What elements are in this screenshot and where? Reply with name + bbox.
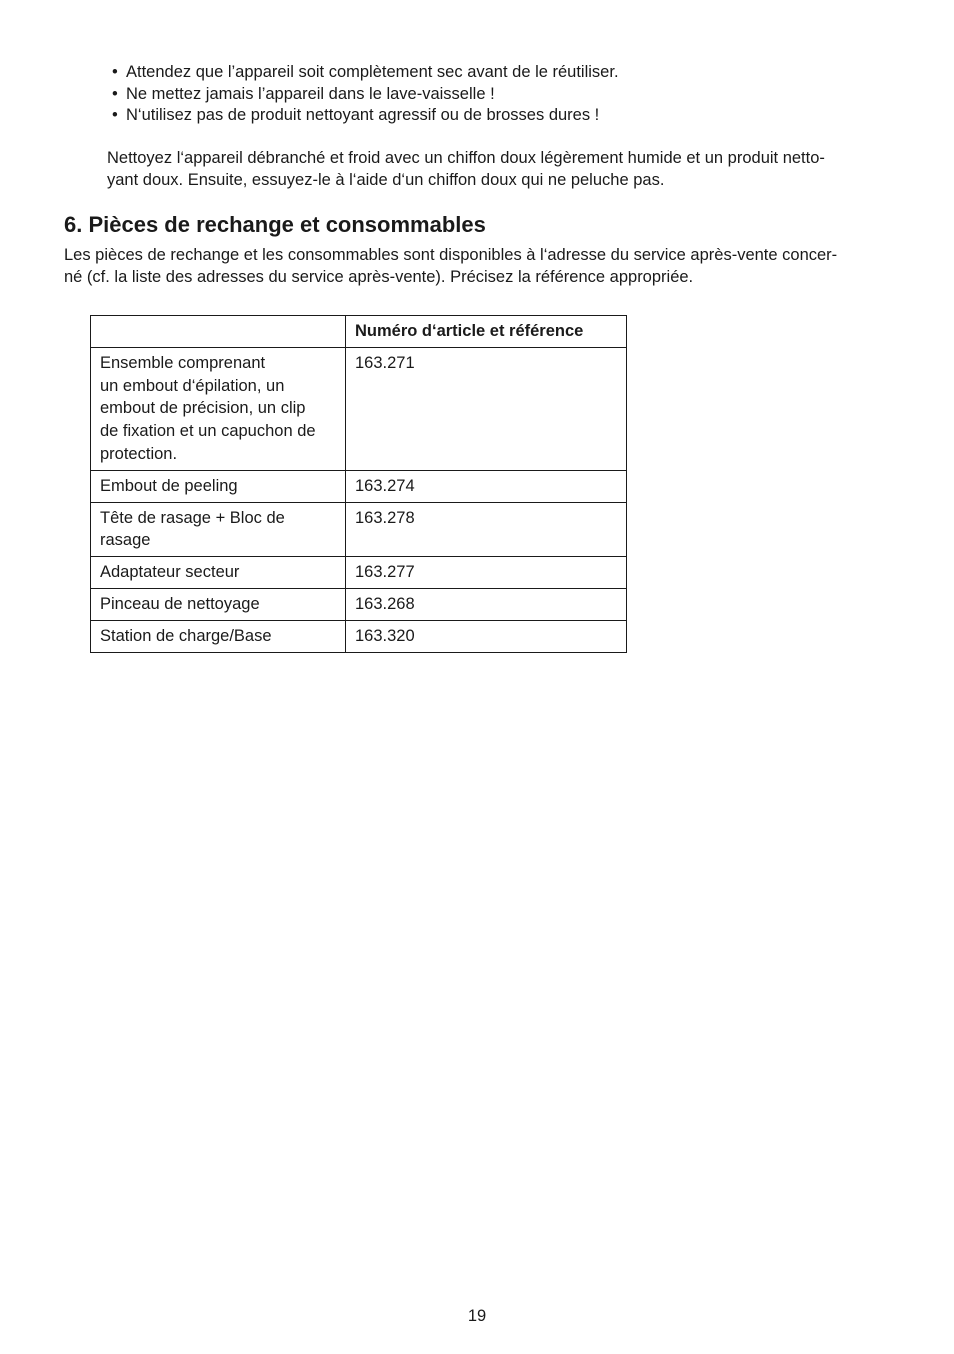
cell-line: Tête de rasage + Bloc de (100, 508, 285, 527)
page-number: 19 (467, 1307, 487, 1325)
table-row (91, 470, 627, 502)
cleaning-paragraph (107, 148, 897, 191)
cell-line: embout de précision, un clip (100, 399, 306, 418)
section-intro (64, 245, 894, 288)
spare-parts-table (90, 315, 627, 653)
cell-line: Embout de peeling (100, 476, 238, 495)
item-name-cell (91, 588, 346, 620)
header-cell-item (91, 316, 346, 348)
cell-line: protection. (100, 444, 178, 463)
reference-cell: 163.274 (346, 470, 627, 502)
paragraph-line: Les pièces de rechange et les consommables sont disponibles à l‘adresse du service après-vente concer- (64, 246, 838, 264)
cell-line: Station de charge/Base (100, 626, 272, 645)
cell-line: rasage (100, 531, 151, 550)
item-name-cell (91, 502, 346, 557)
care-bullet-list (112, 62, 619, 127)
item-name-cell (91, 557, 346, 589)
table-header-row (91, 316, 627, 348)
table-row (91, 588, 627, 620)
cell-line: de fixation et un capuchon de (100, 422, 316, 441)
bullet-item: • N‘utilisez pas de produit nettoyant agressif ou de brosses dures ! (112, 105, 619, 127)
table-row (91, 347, 627, 470)
cell-line: un embout d‘épilation, un (100, 376, 285, 395)
table-row (91, 620, 627, 652)
paragraph-line: yant doux. Ensuite, essuyez-le à l‘aide d‘un chiffon doux qui ne peluche pas. (107, 170, 665, 189)
header-cell-reference: Numéro d‘article et référence (346, 316, 627, 348)
paragraph-line: Nettoyez l‘appareil débranché et froid avec un chiffon doux légèrement humide et un produit netto- (107, 149, 825, 167)
table-row (91, 502, 627, 557)
reference-cell: 163.320 (346, 620, 627, 652)
cell-line: Pinceau de nettoyage (100, 594, 260, 613)
bullet-item: • Ne mettez jamais l’appareil dans le lave-vaisselle ! (112, 84, 619, 106)
item-name-cell (91, 470, 346, 502)
paragraph-line: né (cf. la liste des adresses du service après-vente). Précisez la référence appropriée. (64, 267, 694, 286)
reference-cell: 163.268 (346, 588, 627, 620)
cell-line: Ensemble comprenant (100, 353, 266, 372)
table-row (91, 557, 627, 589)
bullet-item: • Attendez que l’appareil soit complètement sec avant de le réutiliser. (112, 62, 619, 84)
item-name-cell (91, 347, 346, 470)
reference-cell: 163.278 (346, 502, 627, 557)
reference-cell: 163.271 (346, 347, 627, 470)
item-name-cell (91, 620, 346, 652)
reference-cell: 163.277 (346, 557, 627, 589)
section-title: 6. Pièces de rechange et consommables (64, 212, 486, 237)
cell-line: Adaptateur secteur (100, 563, 240, 582)
